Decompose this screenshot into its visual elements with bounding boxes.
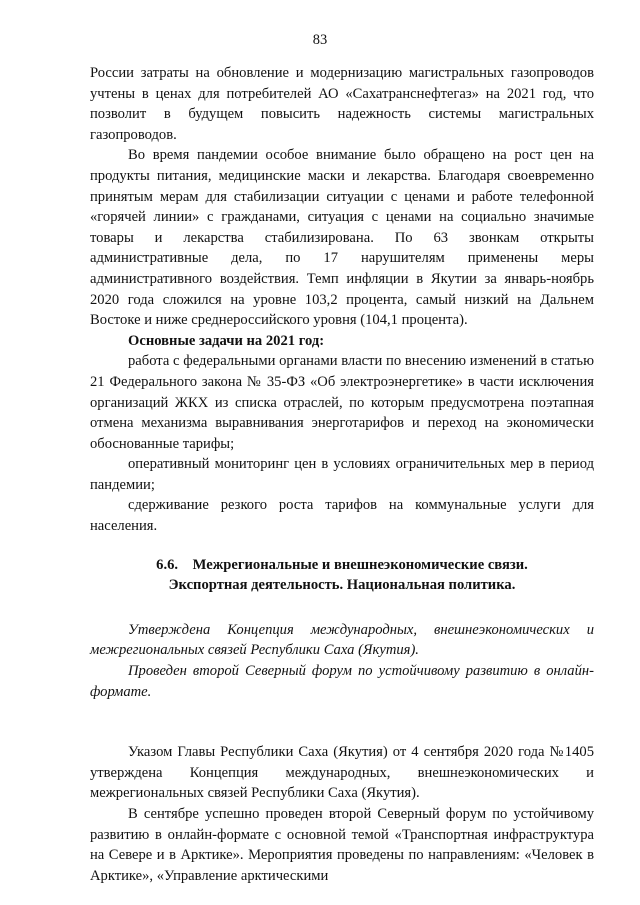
summary-block <box>90 620 594 702</box>
summary-item: Проведен второй Северный форум по устойчивому развитию в онлайн-формате. <box>90 663 594 700</box>
section-heading-block <box>90 555 594 596</box>
paragraph-pandemic-prices: Во время пандемии особое внимание было обращено на рост цен на продукты питания, медицинские маски и лекарства. Благодаря своевременно принятым мерам для стабилизации ситуации с ценами и работе телефонной «горячей линии» с гражданами, ситуация с ценами на социально значимые товары и лекарства стабилизирована. По 63 звонкам открыты административные дела, по 17 нарушителям применены меры административного воздействия. Темп инфляции в Якутии за январь-ноябрь 2020 года сложился на уровне 103,2 процента, самый низкий на Дальнем Востоке и ниже среднероссийского уровня (104,1 процента). <box>90 147 594 329</box>
section-heading-line1: 6.6. Межрегиональные и внешнеэкономические связи. <box>156 556 528 573</box>
task-item: оперативный мониторинг цен в условиях ограничительных мер в период пандемии; <box>90 456 594 493</box>
paragraph-concept-decree: Указом Главы Республики Саха (Якутия) от 4 сентября 2020 года №1405 утверждена Концепция международных, внешнеэкономических и межрегиональных связей Республики Саха (Якутия). <box>90 744 594 802</box>
body-block <box>90 742 594 886</box>
task-item: сдерживание резкого роста тарифов на коммунальные услуги для населения. <box>90 497 594 535</box>
section-heading-line2: Экспортная деятельность. Национальная политика. <box>168 577 516 594</box>
summary-item: Утверждена Концепция международных, внешнеэкономических и межрегиональных связей Республики Саха (Якутия). <box>90 621 594 659</box>
paragraph-gas-pipelines: России затраты на обновление и модернизацию магистральных газопроводов учтены в ценах для потребителей АО «Сахатранснефтегаз» на 2021 год, что позволит в будущем повысить надежность системы магистральных газопроводов. <box>90 65 594 143</box>
paragraph-northern-forum: В сентябре успешно проведен второй Северный форум по устойчивому развитию в онлайн-формате с основной темой «Транспортная инфраструктура на Севере и в Арктике». Мероприятия проведены по направлениям: «Человек в Арктике», «Управление арктическими <box>90 806 594 884</box>
page-number: 83 <box>312 32 328 48</box>
tasks-heading: Основные задачи на 2021 год: <box>128 332 325 349</box>
task-item: работа с федеральными органами власти по внесению изменений в статью 21 Федерального закона № 35-ФЗ «Об электроэнергетике» в части исключения организаций ЖКХ из списка отраслей, по которым предусмотрена поэтапная отмена механизма выравнивания энерготарифов и переход на экономически обоснованные тарифы; <box>90 353 594 452</box>
page-content <box>90 63 594 886</box>
